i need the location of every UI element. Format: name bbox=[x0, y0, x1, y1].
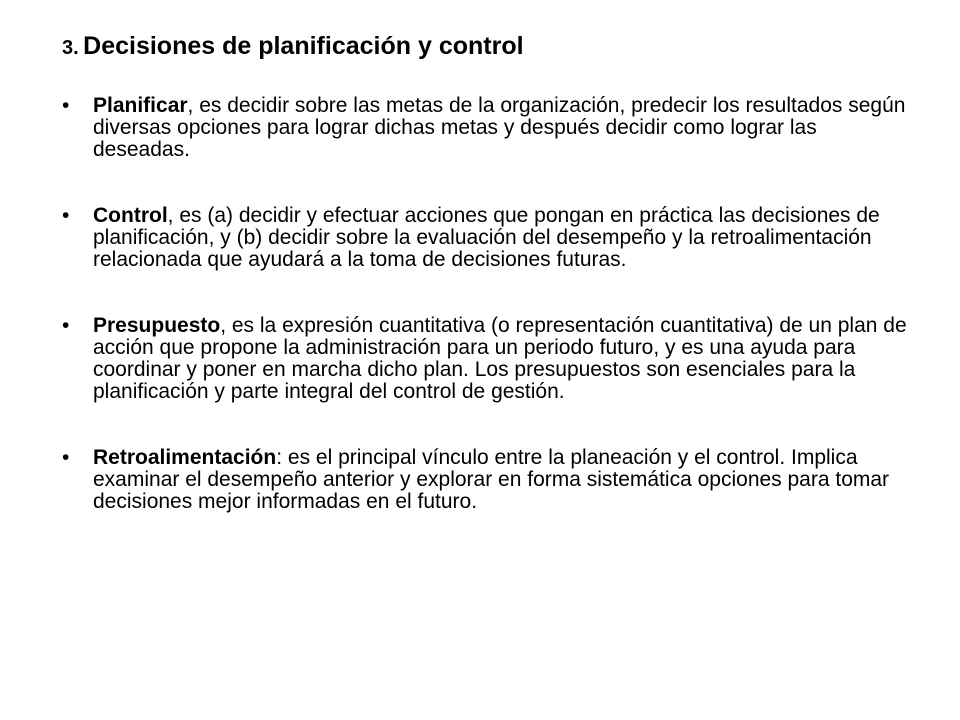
bullet-dot-icon: • bbox=[62, 446, 70, 469]
bullet-text: : es el principal vínculo entre la planeación y el control. Implica examinar el desempeño anterior y explorar en forma sistemática opciones para tomar decisiones mejor informadas en el futuro. bbox=[93, 446, 890, 513]
bullet-control bbox=[62, 205, 912, 271]
bullet-text: , es (a) decidir y efectuar acciones que pongan en práctica las decisiones de planificación, y (b) decidir sobre la evaluación del desempeño y la retroalimentación relacionada que ayudará a la toma de decisiones futuras. bbox=[93, 204, 880, 271]
slide-title bbox=[62, 28, 902, 68]
bullet-term: Retroalimentación bbox=[93, 446, 277, 469]
bullet-text: , es la expresión cuantitativa (o representación cuantitativa) de un plan de acción que propone la administración para un periodo futuro, y es una ayuda para coordinar y poner en marcha dicho plan. Los presupuestos son esenciales para la planificación y parte integral del control de gestión. bbox=[93, 314, 907, 403]
bullet-text: , es decidir sobre las metas de la organización, predecir los resultados según diversas opciones para lograr dichas metas y después decidir como lograr las deseadas. bbox=[93, 94, 906, 161]
bullet-term: Presupuesto bbox=[93, 314, 221, 337]
bullet-retroalimentacion bbox=[62, 447, 912, 513]
bullet-term: Control bbox=[93, 204, 168, 227]
bullet-planificar bbox=[62, 95, 912, 161]
bullet-list bbox=[62, 95, 912, 557]
title-number: 3. bbox=[62, 37, 79, 59]
bullet-dot-icon: • bbox=[62, 204, 70, 227]
bullet-presupuesto bbox=[62, 315, 912, 403]
bullet-dot-icon: • bbox=[62, 314, 70, 337]
bullet-term: Planificar bbox=[93, 94, 188, 117]
title-text: Decisiones de planificación y control bbox=[83, 32, 524, 60]
bullet-dot-icon: • bbox=[62, 94, 70, 117]
